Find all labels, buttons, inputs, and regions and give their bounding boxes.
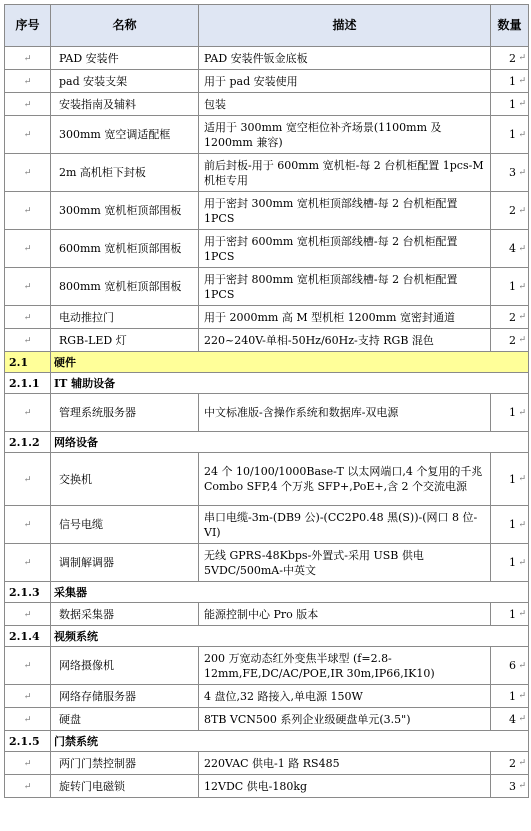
cell-name-text: 两门门禁控制器 xyxy=(59,756,136,770)
cell-description xyxy=(199,603,491,626)
return-mark: ↵ xyxy=(23,335,32,346)
cell-number xyxy=(5,603,51,626)
cell-name xyxy=(51,154,199,192)
cell-quantity-text: 1 xyxy=(509,74,516,88)
cell-quantity-text: 1 xyxy=(509,472,516,486)
section-title: 硬件 xyxy=(51,352,529,373)
return-mark: ↵ xyxy=(23,130,32,140)
cell-quantity-text: 1 xyxy=(509,518,516,531)
cell-quantity xyxy=(491,506,529,544)
cell-name-text: 网络摄像机 xyxy=(59,659,114,672)
return-mark: ↵ xyxy=(518,167,526,178)
cell-number xyxy=(5,154,51,192)
return-mark: ↵ xyxy=(518,609,526,619)
cell-number xyxy=(5,230,51,268)
cell-name xyxy=(51,506,199,544)
cell-quantity xyxy=(491,775,529,798)
cell-name xyxy=(51,192,199,230)
return-mark: ↵ xyxy=(518,312,526,322)
cell-name xyxy=(51,394,199,432)
table-body xyxy=(5,47,529,798)
section-title: 网络设备 xyxy=(51,432,529,453)
cell-number xyxy=(5,453,51,506)
table-row xyxy=(5,93,529,116)
cell-number xyxy=(5,306,51,329)
cell-quantity-text: 2 xyxy=(509,310,516,324)
cell-description xyxy=(199,708,491,731)
cell-quantity-text: 3 xyxy=(509,779,516,793)
section-title: IT 辅助设备 xyxy=(51,373,529,394)
return-mark: ↵ xyxy=(518,99,526,109)
table-row xyxy=(5,708,529,731)
cell-quantity-text: 1 xyxy=(509,128,516,141)
cell-description xyxy=(199,685,491,708)
table-row xyxy=(5,647,529,685)
cell-number xyxy=(5,116,51,154)
cell-description-text: 220~240V-单相-50Hz/60Hz-支持 RGB 混色 xyxy=(204,333,434,347)
header-no: 序号 xyxy=(5,5,51,47)
cell-quantity xyxy=(491,47,529,70)
cell-number xyxy=(5,268,51,306)
cell-name xyxy=(51,685,199,708)
cell-description xyxy=(199,506,491,544)
cell-number xyxy=(5,752,51,775)
return-mark: ↵ xyxy=(23,312,32,323)
subsection-row xyxy=(5,731,529,752)
return-mark: ↵ xyxy=(23,53,32,64)
cell-quantity-text: 1 xyxy=(509,689,516,703)
return-mark: ↵ xyxy=(518,557,526,568)
subsection-row xyxy=(5,432,529,453)
cell-description-text: 200 万宽动态红外变焦半球型 (f=2.8-12mm,FE,DC/AC/POE,IR 30m,IP66,IK10) xyxy=(204,651,435,680)
return-mark: ↵ xyxy=(518,281,526,292)
return-mark: ↵ xyxy=(23,758,32,769)
cell-description-text: 串口电缆-3m-(DB9 公)-(CC2P0.48 黑(S))-(网口 8 位-VI) xyxy=(204,510,478,539)
cell-name xyxy=(51,453,199,506)
return-mark: ↵ xyxy=(23,99,32,110)
return-mark: ↵ xyxy=(23,206,32,216)
return-mark: ↵ xyxy=(518,781,526,791)
cell-quantity xyxy=(491,394,529,432)
cell-number xyxy=(5,394,51,432)
table-row xyxy=(5,70,529,93)
cell-name-text: 调制解调器 xyxy=(59,556,114,569)
return-mark: ↵ xyxy=(518,76,526,86)
return-mark: ↵ xyxy=(518,129,526,140)
cell-description xyxy=(199,230,491,268)
equipment-table xyxy=(4,4,529,798)
cell-quantity-text: 1 xyxy=(509,556,516,569)
cell-description xyxy=(199,775,491,798)
cell-description-text: 24 个 10/100/1000Base-T 以太网端口,4 个复用的千兆 Combo SFP,4 个万兆 SFP+,PoE+,含 2 个交流电源 xyxy=(204,465,483,493)
return-mark: ↵ xyxy=(23,474,32,485)
section-number: 2.1.2 xyxy=(5,432,51,453)
cell-description-text: 用于密封 300mm 宽机柜顶部线槽-每 2 台机柜配置 1PCS xyxy=(204,196,458,225)
section-title: 采集器 xyxy=(51,582,529,603)
return-mark: ↵ xyxy=(23,558,32,568)
cell-description xyxy=(199,154,491,192)
cell-description xyxy=(199,192,491,230)
cell-name-text: 安装指南及辅料 xyxy=(59,97,136,111)
cell-quantity xyxy=(491,647,529,685)
cell-description xyxy=(199,116,491,154)
return-mark: ↵ xyxy=(518,714,526,724)
cell-description xyxy=(199,70,491,93)
cell-name-text: 电动推拉门 xyxy=(59,310,114,324)
cell-description-text: PAD 安装件钣金底板 xyxy=(204,51,308,65)
cell-description-text: 220VAC 供电-1 路 RS485 xyxy=(204,756,340,770)
cell-name xyxy=(51,47,199,70)
table-row xyxy=(5,453,529,506)
cell-quantity-text: 2 xyxy=(509,204,516,217)
table-row xyxy=(5,192,529,230)
table-row xyxy=(5,685,529,708)
cell-description-text: 包装 xyxy=(204,97,226,111)
cell-name-text: RGB-LED 灯 xyxy=(59,333,127,347)
return-mark: ↵ xyxy=(23,76,32,87)
cell-name-text: PAD 安装件 xyxy=(59,51,119,65)
cell-name xyxy=(51,268,199,306)
table-row xyxy=(5,116,529,154)
cell-quantity-text: 1 xyxy=(509,406,516,419)
cell-quantity xyxy=(491,116,529,154)
cell-name-text: 300mm 宽机柜顶部围板 xyxy=(59,204,182,217)
cell-description-text: 12VDC 供电-180kg xyxy=(204,779,308,793)
cell-quantity xyxy=(491,453,529,506)
cell-description-text: 前后封板-用于 600mm 宽机柜-每 2 台机柜配置 1pcs-M 机柜专用 xyxy=(204,158,484,187)
cell-number xyxy=(5,544,51,582)
cell-description xyxy=(199,47,491,70)
section-row xyxy=(5,352,529,373)
cell-name xyxy=(51,544,199,582)
cell-description xyxy=(199,306,491,329)
cell-description xyxy=(199,647,491,685)
table-row xyxy=(5,544,529,582)
cell-quantity xyxy=(491,154,529,192)
cell-description-text: 用于密封 800mm 宽机柜顶部线槽-每 2 台机柜配置 1PCS xyxy=(204,272,458,301)
cell-quantity-text: 1 xyxy=(509,280,516,293)
cell-name-text: 网络存储服务器 xyxy=(59,689,136,703)
section-number: 2.1.1 xyxy=(5,373,51,394)
cell-description-text: 能源控制中心 Pro 版本 xyxy=(204,607,319,621)
return-mark: ↵ xyxy=(518,691,526,701)
table-row xyxy=(5,394,529,432)
cell-quantity-text: 1 xyxy=(509,97,516,111)
cell-description-text: 用于密封 600mm 宽机柜顶部线槽-每 2 台机柜配置 1PCS xyxy=(204,234,458,263)
header-qty: 数量 xyxy=(491,5,529,47)
cell-description-text: 用于 2000mm 高 M 型机柜 1200mm 宽密封通道 xyxy=(204,310,455,324)
cell-number xyxy=(5,647,51,685)
cell-quantity-text: 6 xyxy=(509,659,516,672)
cell-name xyxy=(51,93,199,116)
return-mark: ↵ xyxy=(518,758,526,768)
cell-description xyxy=(199,329,491,352)
table-row xyxy=(5,329,529,352)
table-row xyxy=(5,154,529,192)
table-row xyxy=(5,230,529,268)
header-name: 名称 xyxy=(51,5,199,47)
cell-description xyxy=(199,268,491,306)
cell-description-text: 中文标准版-含操作系统和数据库-双电源 xyxy=(204,406,399,419)
cell-description-text: 适用于 300mm 宽空柜位补齐场景(1100mm 及 1200mm 兼容) xyxy=(204,120,442,149)
cell-number xyxy=(5,70,51,93)
cell-number xyxy=(5,708,51,731)
cell-number xyxy=(5,685,51,708)
header-desc: 描述 xyxy=(199,5,491,47)
section-number: 2.1.4 xyxy=(5,626,51,647)
return-mark: ↵ xyxy=(518,205,526,216)
cell-quantity xyxy=(491,306,529,329)
table-row xyxy=(5,775,529,798)
cell-description-text: 无线 GPRS-48Kbps-外置式-采用 USB 供电 5VDC/500mA-中英文 xyxy=(204,548,424,577)
return-mark: ↵ xyxy=(23,714,32,725)
cell-name-text: 600mm 宽机柜顶部围板 xyxy=(59,242,182,255)
cell-name-text: 旋转门电磁锁 xyxy=(59,779,125,793)
cell-quantity xyxy=(491,230,529,268)
cell-description xyxy=(199,453,491,506)
cell-name xyxy=(51,603,199,626)
cell-description xyxy=(199,752,491,775)
section-title: 视频系统 xyxy=(51,626,529,647)
table-row xyxy=(5,268,529,306)
cell-quantity-text: 2 xyxy=(509,333,516,347)
return-mark: ↵ xyxy=(518,519,526,530)
return-mark: ↵ xyxy=(518,53,526,63)
table-row xyxy=(5,306,529,329)
cell-quantity xyxy=(491,603,529,626)
return-mark: ↵ xyxy=(23,781,32,792)
cell-quantity xyxy=(491,544,529,582)
return-mark: ↵ xyxy=(23,168,32,178)
cell-number xyxy=(5,93,51,116)
header-row xyxy=(5,5,529,47)
cell-description xyxy=(199,544,491,582)
cell-name-text: 300mm 宽空调适配框 xyxy=(59,128,171,141)
return-mark: ↵ xyxy=(518,243,526,254)
cell-description-text: 用于 pad 安装使用 xyxy=(204,74,298,88)
cell-quantity xyxy=(491,70,529,93)
cell-quantity-text: 2 xyxy=(509,756,516,770)
cell-name xyxy=(51,70,199,93)
equipment-list xyxy=(4,4,528,798)
cell-quantity xyxy=(491,192,529,230)
cell-quantity-text: 3 xyxy=(509,166,516,179)
cell-description-text: 8TB VCN500 系列企业级硬盘单元(3.5") xyxy=(204,712,411,726)
cell-name xyxy=(51,329,199,352)
return-mark: ↵ xyxy=(23,520,32,530)
return-mark: ↵ xyxy=(23,609,32,620)
return-mark: ↵ xyxy=(518,407,526,418)
table-row xyxy=(5,752,529,775)
cell-name-text: 800mm 宽机柜顶部围板 xyxy=(59,280,182,293)
cell-quantity xyxy=(491,752,529,775)
cell-number xyxy=(5,506,51,544)
cell-name-text: 数据采集器 xyxy=(59,607,114,621)
subsection-row xyxy=(5,582,529,603)
cell-quantity-text: 1 xyxy=(509,607,516,621)
cell-name-text: 硬盘 xyxy=(59,712,81,726)
cell-name xyxy=(51,775,199,798)
cell-name xyxy=(51,752,199,775)
return-mark: ↵ xyxy=(23,691,32,702)
cell-quantity xyxy=(491,708,529,731)
cell-number xyxy=(5,329,51,352)
subsection-row xyxy=(5,373,529,394)
cell-name-text: 交换机 xyxy=(59,472,92,486)
subsection-row xyxy=(5,626,529,647)
cell-name xyxy=(51,230,199,268)
cell-name-text: 信号电缆 xyxy=(59,518,103,531)
return-mark: ↵ xyxy=(23,244,32,254)
return-mark: ↵ xyxy=(23,661,32,671)
section-number: 2.1 xyxy=(5,352,51,373)
cell-quantity xyxy=(491,268,529,306)
section-number: 2.1.5 xyxy=(5,731,51,752)
cell-quantity xyxy=(491,685,529,708)
cell-number xyxy=(5,775,51,798)
cell-quantity-text: 2 xyxy=(509,51,516,65)
cell-name-text: 管理系统服务器 xyxy=(59,406,136,419)
cell-name xyxy=(51,306,199,329)
cell-description xyxy=(199,394,491,432)
cell-name-text: pad 安装支架 xyxy=(59,74,128,88)
cell-name xyxy=(51,647,199,685)
return-mark: ↵ xyxy=(518,660,526,671)
return-mark: ↵ xyxy=(518,474,526,484)
cell-name xyxy=(51,116,199,154)
cell-quantity xyxy=(491,93,529,116)
cell-number xyxy=(5,192,51,230)
cell-quantity-text: 4 xyxy=(509,712,516,726)
table-row xyxy=(5,506,529,544)
cell-name xyxy=(51,708,199,731)
section-title: 门禁系统 xyxy=(51,731,529,752)
cell-quantity xyxy=(491,329,529,352)
cell-number xyxy=(5,47,51,70)
cell-quantity-text: 4 xyxy=(509,242,516,255)
cell-description-text: 4 盘位,32 路接入,单电源 150W xyxy=(204,689,363,703)
cell-description xyxy=(199,93,491,116)
section-number: 2.1.3 xyxy=(5,582,51,603)
return-mark: ↵ xyxy=(23,282,32,292)
table-row xyxy=(5,47,529,70)
return-mark: ↵ xyxy=(23,408,32,418)
return-mark: ↵ xyxy=(518,335,526,345)
cell-name-text: 2m 高机柜下封板 xyxy=(59,166,146,179)
table-row xyxy=(5,603,529,626)
